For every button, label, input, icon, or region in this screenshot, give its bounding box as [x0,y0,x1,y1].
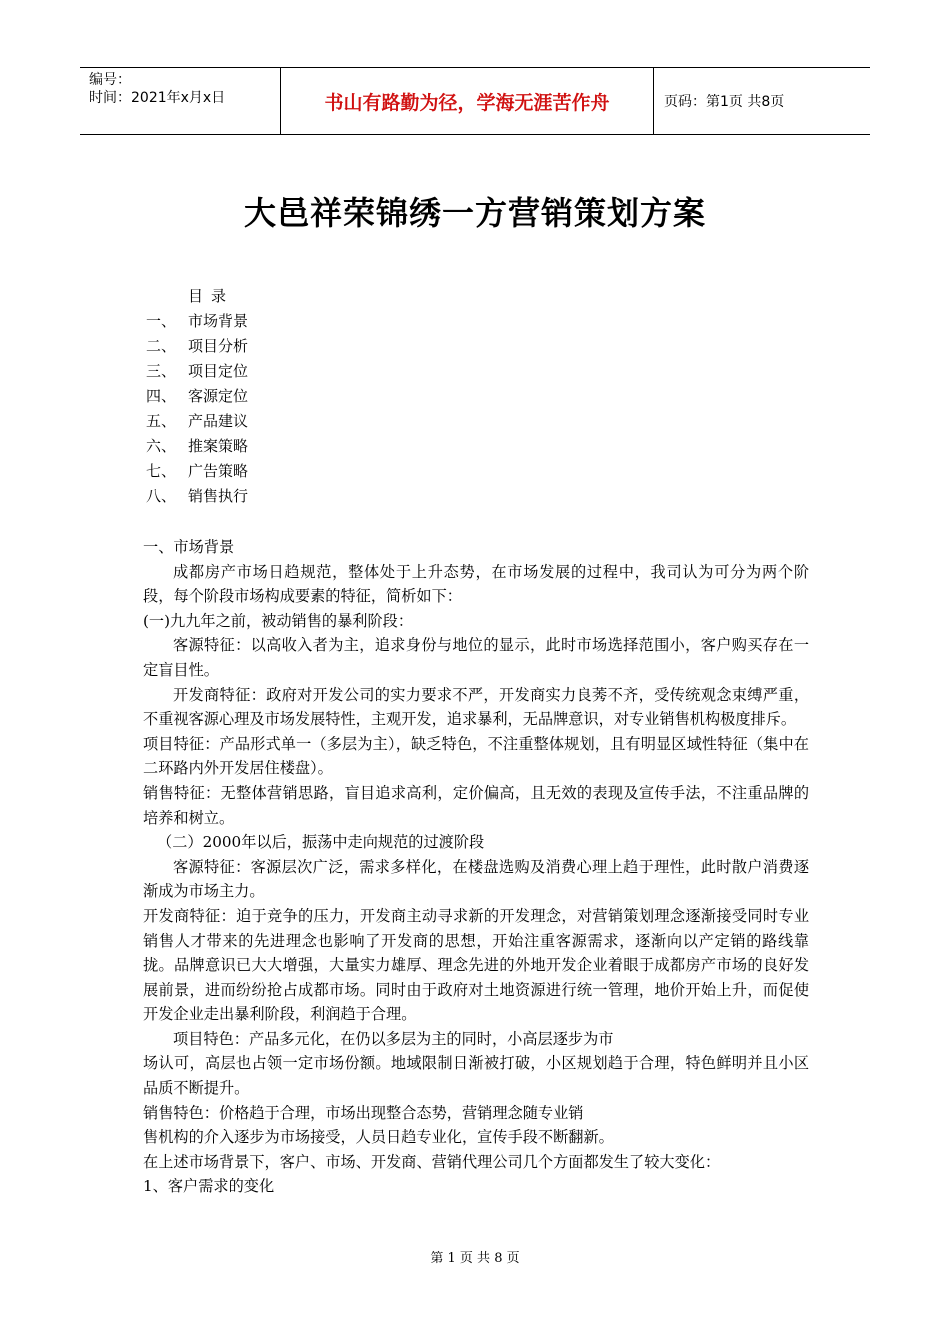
paragraph: 售机构的介入逐步为市场接受，人员日趋专业化，宣传手段不断翻新。 [143,1128,614,1147]
body-text [143,535,809,1199]
page-footer: 第 1 页 共 8 页 [430,1251,520,1266]
toc-item [146,359,248,384]
toc-item [146,459,248,484]
paragraph: 客源特征：客源层次广泛，需求多样化，在楼盘选购及消费心理上趋于理性，此时散户消费逐渐成为市场主力。 [143,857,809,901]
header-page-cell [654,68,870,134]
toc-label: 广告策略 [188,462,249,480]
toc-number: 一、 [146,312,177,330]
toc-label: 销售执行 [188,487,249,505]
header-table [80,67,870,135]
toc-heading: 目录 [188,287,235,305]
paragraph: 项目特征：产品形式单一（多层为主），缺乏特色，不注重整体规划，且有明显区域性特征（集中在二环路内外开发居住楼盘）。 [143,734,809,778]
toc-item [146,434,248,459]
section-heading: 一、市场背景 [143,538,235,556]
paragraph: 成都房产市场日趋规范，整体处于上升态势，在市场发展的过程中，我司认为可分为两个阶段，每个阶段市场构成要素的特征，简析如下： [143,562,809,606]
toc-label: 推案策略 [188,437,249,455]
header-motto-cell [280,68,654,134]
page-label: 页码：第1页 共8页 [664,94,785,110]
toc-item [146,409,248,434]
numbered-heading: 1、客户需求的变化 [143,1177,275,1196]
toc-number: 四、 [146,387,177,405]
toc-label: 项目定位 [188,362,249,380]
number-label: 编号： [89,72,131,88]
paragraph: 项目特色：产品多元化，在仍以多层为主的同时，小高层逐步为市 [173,1029,614,1048]
toc-number: 八、 [146,487,177,505]
subsection-heading: （二）2000年以后，振荡中走向规范的过渡阶段 [157,833,485,852]
toc-number: 三、 [146,362,177,380]
toc-item [146,484,248,509]
paragraph: 销售特色：价格趋于合理，市场出现整合态势，营销理念随专业销 [143,1103,584,1122]
toc-item [146,309,248,334]
header-meta [80,68,280,134]
motto-text: 书山有路勤为径，学海无涯苦作舟 [324,91,610,114]
time-label: 时间：2021年x月x日 [89,90,226,106]
document-title: 大邑祥荣锦绣一方营销策划方案 [243,194,706,232]
paragraph: 开发商特征：迫于竞争的压力，开发商主动寻求新的开发理念，对营销策划理念逐渐接受同时专业销售人才带来的先进理念也影响了开发商的思想，开始注重客源需求，逐渐向以产定销的路线靠拢。品牌意识已大大增强，大量实力雄厚、理念先进的外地开发企业着眼于成都房产市场的良好发展前景，进而纷纷抢占成都市场。同时由于政府对土地资源进行统一管理，地价开始上升，而促使开发企业走出暴利阶段，利润趋于合理。 [143,906,809,1024]
toc-number: 二、 [146,337,177,355]
toc-number: 七、 [146,462,177,480]
toc-item [146,384,248,409]
toc-label: 项目分析 [188,337,249,355]
toc-item [146,334,248,359]
paragraph: 场认可，高层也占领一定市场份额。地域限制日渐被打破，小区规划趋于合理，特色鲜明并且小区品质不断提升。 [143,1054,809,1098]
toc-number: 五、 [146,412,177,430]
toc-label: 产品建议 [188,412,249,430]
toc-label: 客源定位 [188,387,249,405]
paragraph: 客源特征：以高收入者为主，追求身份与地位的显示，此时市场选择范围小，客户购买存在一定盲目性。 [143,636,809,679]
toc-number: 六、 [146,437,177,455]
table-of-contents [146,284,248,509]
subsection-heading: (一)九九年之前，被动销售的暴利阶段： [143,611,414,630]
toc-label: 市场背景 [188,312,249,330]
paragraph: 开发商特征：政府对开发公司的实力要求不严，开发商实力良莠不齐，受传统观念束缚严重，不重视客源心理及市场发展特性，主观开发，追求暴利，无品牌意识，对专业销售机构极度排斥。 [143,685,809,729]
paragraph: 销售特征：无整体营销思路，盲目追求高利，定价偏高，且无效的表现及宣传手法，不注重品牌的培养和树立。 [143,783,809,827]
paragraph: 在上述市场背景下，客户、市场、开发商、营销代理公司几个方面都发生了较大变化： [143,1152,721,1171]
